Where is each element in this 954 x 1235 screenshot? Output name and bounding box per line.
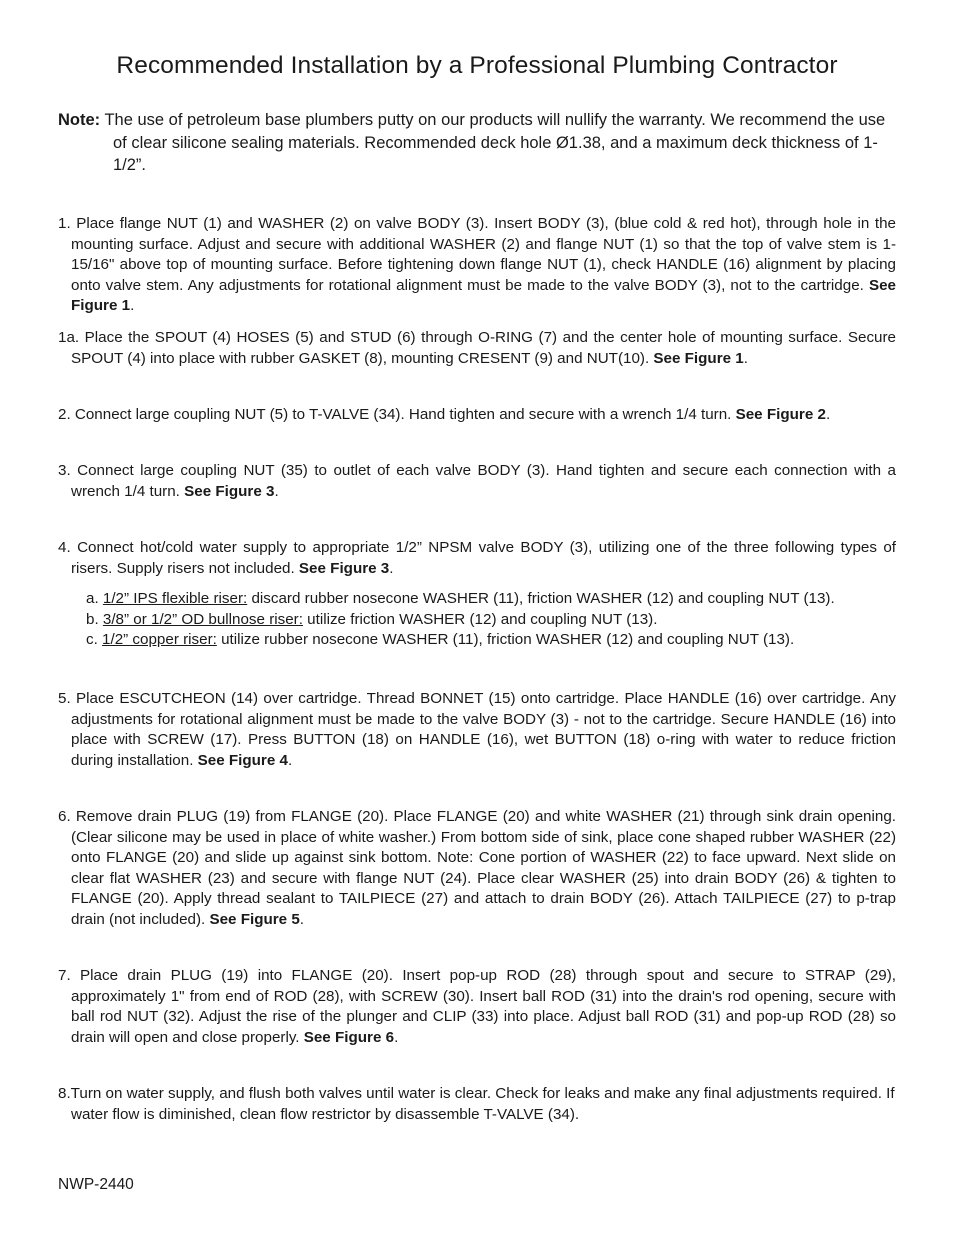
riser-item-a [86,589,906,610]
step-4-figure-ref: See Figure 3 [298,559,390,577]
step-8-text: 8.Turn on water supply, and flush both valves until water is clear. Check for leaks and make any final adjustments required. If water flow is diminished, clean flow restrictor by disassemble T-VALVE (34). [58,1085,895,1123]
step-7-figure-ref: See Figure 6 [303,1028,395,1046]
step-2-end: . [825,406,831,423]
step-3-end: . [274,482,279,500]
step-6-text: 6. Remove drain PLUG (19) from FLANGE (20). Place FLANGE (20) and white WASHER (21) through sink drain opening. (Clear silicone may be used in place of white washer.) From bottom side of sink, place cone shaped rubber WASHER (22) onto FLANGE (20) and slide up against sink bottom. Note: Cone portion of WASHER (22) to face upward. Next slide on clear flat WASHER (23) and secure with flange NUT (24). Place clear WASHER (25) into drain BODY (26) & tighten to FLANGE (20). Apply thread sealant to TAILPIECE (27) and attach to drain BODY (26). Attach TAILPIECE (27) to p-trap drain (not included). [58,808,896,928]
riser-c-text: utilize rubber nosecone WASHER (11), friction WASHER (12) and coupling NUT (13). [216,631,795,649]
step-8 [58,1084,896,1125]
page-title: Recommended Installation by a Professional Plumbing Contractor [116,52,838,79]
step-2-text: 2. Connect large coupling NUT (5) to T-VALVE (34). Hand tighten and secure with a wrench 1/4 turn. [58,406,736,423]
step-7-end: . [394,1028,399,1046]
riser-b-label: 3/8” or 1/2” OD bullnose riser: [102,610,303,628]
step-1a-figure-ref: See Figure 1 [653,349,744,367]
step-5-end: . [287,751,293,769]
riser-c-prefix: c. [86,631,103,649]
riser-a-label: 1/2” IPS flexible riser: [102,590,248,607]
riser-b-prefix: b. [86,610,103,628]
riser-item-c [86,630,906,651]
step-5-text: 5. Place ESCUTCHEON (14) over cartridge. Thread BONNET (15) onto cartridge. Place HANDLE (16) over cartridge. Any adjustments for rotational alignment must be made to the valve BODY (3) - not to the cartridge. Secure HANDLE (16) into place with SCREW (17). Press BUTTON (18) on HANDLE (16), wet BUTTON (18) o-ring with water to reduce friction during installation. [58,690,896,769]
step-2 [58,405,896,426]
step-1 [58,214,896,317]
step-1a [58,328,896,369]
riser-a-text: discard rubber nosecone WASHER (11), friction WASHER (12) and coupling NUT (13). [247,590,835,607]
step-7-text: 7. Place drain PLUG (19) into FLANGE (20). Insert pop-up ROD (28) through spout and secure to STRAP (29), approximately 1" from end of ROD (28), with SCREW (30). Insert ball ROD (31) into the drain's rod opening, secure with ball rod NUT (32). Adjust the rise of the plunger and CLIP (33) into place. Adjust ball ROD (31) and pop-up ROD (28) so drain will open and close properly. [58,967,896,1046]
note-label: Note: [58,111,101,129]
riser-b-text: utilize friction WASHER (12) and coupling NUT (13). [302,610,658,628]
step-1a-end: . [743,349,748,367]
step-5 [58,689,896,771]
step-5-figure-ref: See Figure 4 [197,751,288,769]
riser-list [86,589,906,651]
riser-c-label: 1/2” copper riser: [102,631,217,649]
step-2-figure-ref: See Figure 2 [735,406,826,423]
step-6-end: . [299,910,305,928]
step-1a-text: 1a. Place the SPOUT (4) HOSES (5) and STUD (6) through O-RING (7) and the center hole of mounting surface. Secure SPOUT (4) into place with rubber GASKET (8), mounting CRESENT (9) and NUT(10). [58,329,896,367]
step-6-figure-ref: See Figure 5 [209,910,300,928]
riser-item-b [86,610,906,631]
step-1-end: . [130,297,135,315]
step-4 [58,538,896,579]
step-3 [58,461,896,502]
step-1-figure-ref: See Figure 1 [71,276,896,315]
step-4-text: 4. Connect hot/cold water supply to appropriate 1/2” NPSM valve BODY (3), utilizing one of the three following types of risers. Supply risers not included. [58,539,896,577]
step-3-figure-ref: See Figure 3 [184,482,275,500]
step-3-text: 3. Connect large coupling NUT (35) to outlet of each valve BODY (3). Hand tighten and secure each connection with a wrench 1/4 turn. [58,462,896,500]
step-4-end: . [389,559,394,577]
note-paragraph [58,109,896,177]
document-code: NWP-2440 [58,1176,134,1193]
step-6 [58,807,896,931]
note-text: The use of petroleum base plumbers putty on our products will nullify the warranty. We recommend the use of clear silicone sealing materials. Recommended deck hole Ø1.38, and a maximum deck thickness of 1-1/2”. [100,111,886,174]
riser-a-prefix: a. [86,590,103,607]
step-1-text: 1. Place flange NUT (1) and WASHER (2) on valve BODY (3). Insert BODY (3), (blue cold & red hot), through hole in the mounting surface. Adjust and secure with additional WASHER (2) and flange NUT (1) so that the top of valve stem is 1-15/16" above top of mounting surface. Before tightening down flange NUT (1), check HANDLE (16) alignment by placing onto valve stem. Any adjustments for rotational alignment must be made to the valve BODY (3), not to the cartridge. [58,215,896,294]
step-7 [58,966,896,1048]
